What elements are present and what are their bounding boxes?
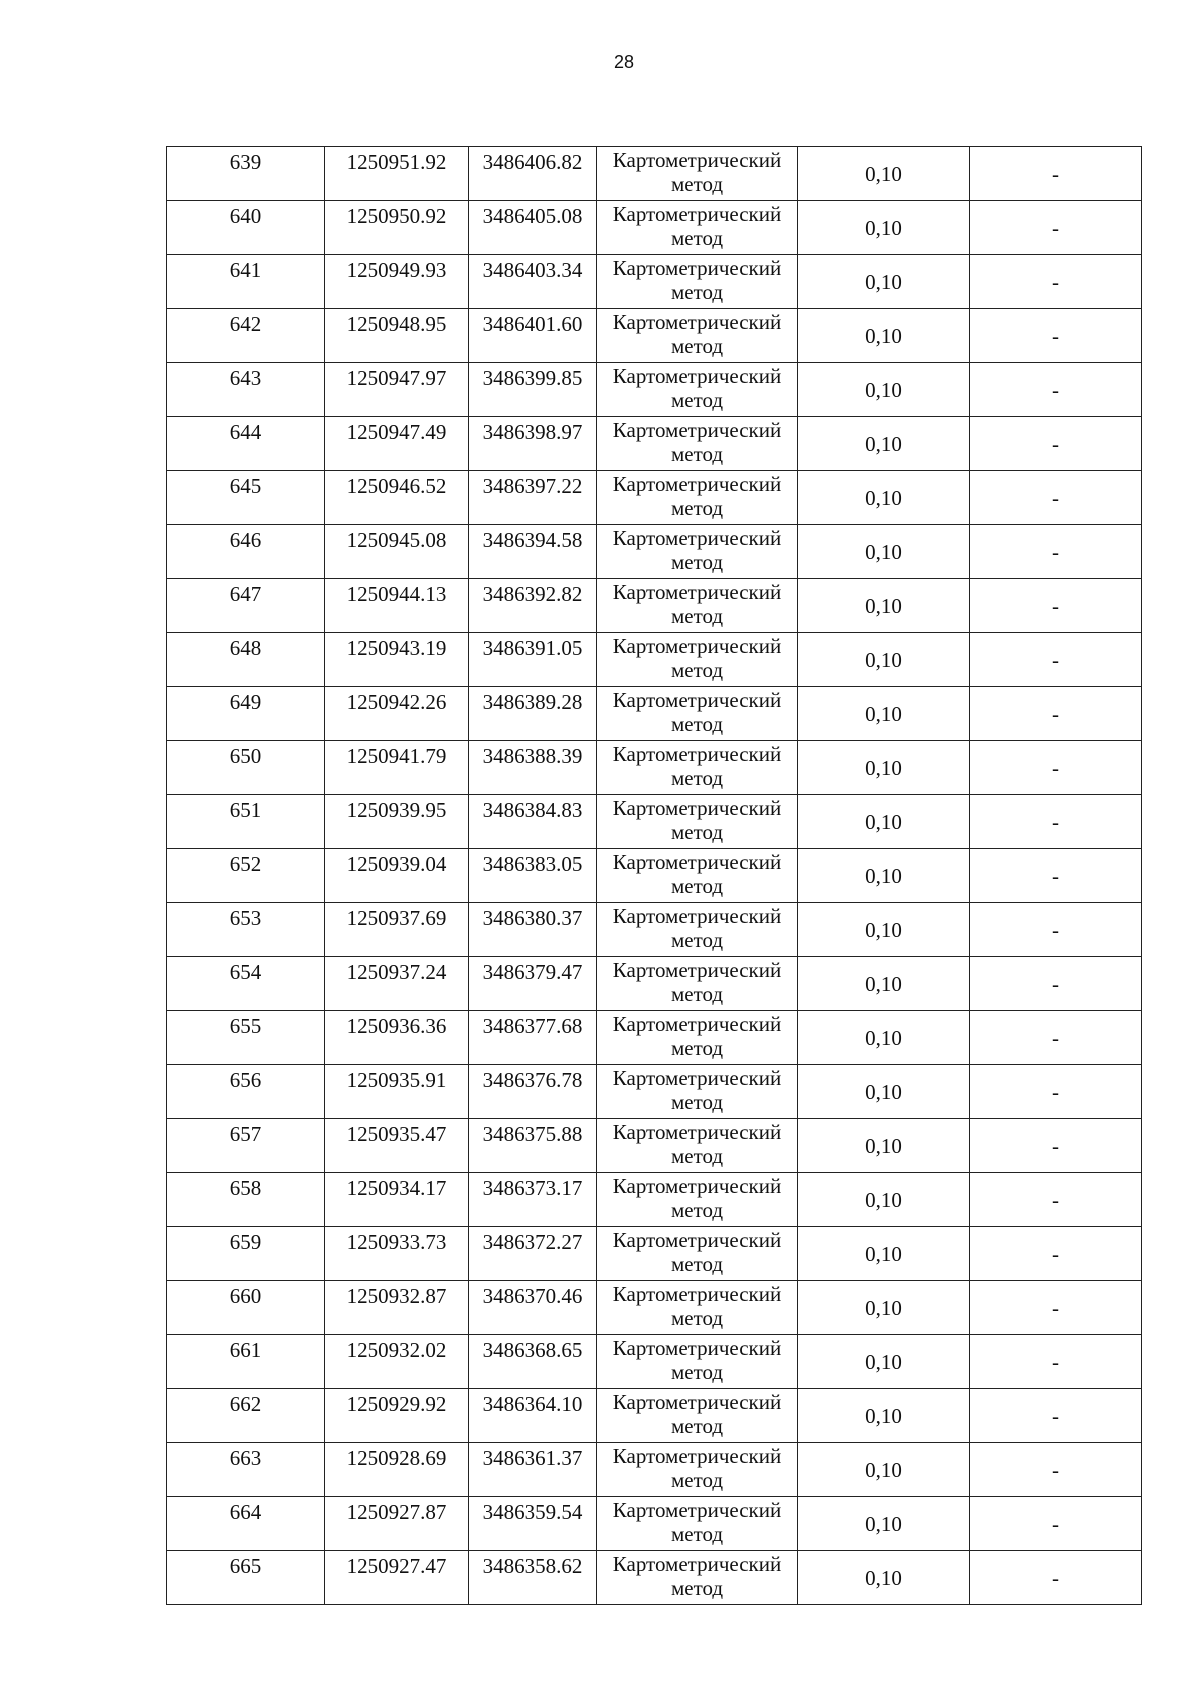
method-cell: Картометрический метод: [597, 363, 798, 417]
precision-cell: 0,10: [798, 687, 970, 741]
method-cell: Картометрический метод: [597, 957, 798, 1011]
precision-cell: 0,10: [798, 201, 970, 255]
x-coordinate-cell: 1250947.97: [325, 363, 469, 417]
note-cell: -: [970, 417, 1142, 471]
note-cell: -: [970, 1119, 1142, 1173]
x-coordinate-cell: 1250934.17: [325, 1173, 469, 1227]
y-coordinate-cell: 3486361.37: [469, 1443, 597, 1497]
y-coordinate-cell: 3486388.39: [469, 741, 597, 795]
method-cell: Картометрический метод: [597, 633, 798, 687]
method-cell: Картометрический метод: [597, 1119, 798, 1173]
method-cell: Картометрический метод: [597, 255, 798, 309]
point-number-cell: 652: [167, 849, 325, 903]
table-row: [167, 417, 1142, 471]
note-cell: -: [970, 147, 1142, 201]
x-coordinate-cell: 1250927.87: [325, 1497, 469, 1551]
method-cell: Картометрический метод: [597, 579, 798, 633]
table-row: [167, 1335, 1142, 1389]
table-row: [167, 525, 1142, 579]
table-row: [167, 201, 1142, 255]
y-coordinate-cell: 3486384.83: [469, 795, 597, 849]
method-cell: Картометрический метод: [597, 1497, 798, 1551]
precision-cell: 0,10: [798, 1389, 970, 1443]
point-number-cell: 641: [167, 255, 325, 309]
page-number: 28: [613, 52, 635, 72]
note-cell: -: [970, 525, 1142, 579]
precision-cell: 0,10: [798, 1443, 970, 1497]
y-coordinate-cell: 3486403.34: [469, 255, 597, 309]
precision-cell: 0,10: [798, 1281, 970, 1335]
method-cell: Картометрический метод: [597, 849, 798, 903]
method-cell: Картометрический метод: [597, 795, 798, 849]
note-cell: -: [970, 1065, 1142, 1119]
method-cell: Картометрический метод: [597, 1281, 798, 1335]
y-coordinate-cell: 3486375.88: [469, 1119, 597, 1173]
note-cell: -: [970, 363, 1142, 417]
note-cell: -: [970, 849, 1142, 903]
x-coordinate-cell: 1250948.95: [325, 309, 469, 363]
method-cell: Картометрический метод: [597, 417, 798, 471]
precision-cell: 0,10: [798, 633, 970, 687]
x-coordinate-cell: 1250933.73: [325, 1227, 469, 1281]
table-row: [167, 633, 1142, 687]
note-cell: -: [970, 1335, 1142, 1389]
note-cell: -: [970, 1227, 1142, 1281]
note-cell: -: [970, 1497, 1142, 1551]
precision-cell: 0,10: [798, 471, 970, 525]
x-coordinate-cell: 1250937.24: [325, 957, 469, 1011]
precision-cell: 0,10: [798, 309, 970, 363]
table-row: [167, 1119, 1142, 1173]
x-coordinate-cell: 1250936.36: [325, 1011, 469, 1065]
y-coordinate-cell: 3486406.82: [469, 147, 597, 201]
method-cell: Картометрический метод: [597, 687, 798, 741]
point-number-cell: 656: [167, 1065, 325, 1119]
precision-cell: 0,10: [798, 1011, 970, 1065]
method-cell: Картометрический метод: [597, 1335, 798, 1389]
point-number-cell: 655: [167, 1011, 325, 1065]
precision-cell: 0,10: [798, 363, 970, 417]
precision-cell: 0,10: [798, 795, 970, 849]
table-row: [167, 1281, 1142, 1335]
note-cell: -: [970, 579, 1142, 633]
y-coordinate-cell: 3486372.27: [469, 1227, 597, 1281]
table-row: [167, 1497, 1142, 1551]
note-cell: -: [970, 903, 1142, 957]
point-number-cell: 648: [167, 633, 325, 687]
point-number-cell: 660: [167, 1281, 325, 1335]
point-number-cell: 663: [167, 1443, 325, 1497]
precision-cell: 0,10: [798, 1173, 970, 1227]
x-coordinate-cell: 1250937.69: [325, 903, 469, 957]
note-cell: -: [970, 741, 1142, 795]
precision-cell: 0,10: [798, 147, 970, 201]
note-cell: -: [970, 957, 1142, 1011]
x-coordinate-cell: 1250932.02: [325, 1335, 469, 1389]
x-coordinate-cell: 1250928.69: [325, 1443, 469, 1497]
method-cell: Картометрический метод: [597, 1065, 798, 1119]
point-number-cell: 647: [167, 579, 325, 633]
precision-cell: 0,10: [798, 1227, 970, 1281]
point-number-cell: 658: [167, 1173, 325, 1227]
coordinates-table-body: [167, 147, 1142, 1605]
note-cell: -: [970, 687, 1142, 741]
y-coordinate-cell: 3486359.54: [469, 1497, 597, 1551]
method-cell: Картометрический метод: [597, 741, 798, 795]
x-coordinate-cell: 1250927.47: [325, 1551, 469, 1605]
x-coordinate-cell: 1250951.92: [325, 147, 469, 201]
table-row: [167, 903, 1142, 957]
y-coordinate-cell: 3486399.85: [469, 363, 597, 417]
y-coordinate-cell: 3486368.65: [469, 1335, 597, 1389]
table-row: [167, 1551, 1142, 1605]
table-row: [167, 687, 1142, 741]
point-number-cell: 646: [167, 525, 325, 579]
y-coordinate-cell: 3486394.58: [469, 525, 597, 579]
note-cell: -: [970, 795, 1142, 849]
table-row: [167, 579, 1142, 633]
table-row: [167, 795, 1142, 849]
precision-cell: 0,10: [798, 1335, 970, 1389]
note-cell: -: [970, 201, 1142, 255]
note-cell: -: [970, 1551, 1142, 1605]
table-row: [167, 147, 1142, 201]
x-coordinate-cell: 1250946.52: [325, 471, 469, 525]
table-row: [167, 309, 1142, 363]
y-coordinate-cell: 3486398.97: [469, 417, 597, 471]
y-coordinate-cell: 3486358.62: [469, 1551, 597, 1605]
y-coordinate-cell: 3486389.28: [469, 687, 597, 741]
note-cell: -: [970, 309, 1142, 363]
precision-cell: 0,10: [798, 903, 970, 957]
point-number-cell: 640: [167, 201, 325, 255]
point-number-cell: 661: [167, 1335, 325, 1389]
x-coordinate-cell: 1250943.19: [325, 633, 469, 687]
y-coordinate-cell: 3486377.68: [469, 1011, 597, 1065]
precision-cell: 0,10: [798, 957, 970, 1011]
x-coordinate-cell: 1250945.08: [325, 525, 469, 579]
precision-cell: 0,10: [798, 579, 970, 633]
y-coordinate-cell: 3486380.37: [469, 903, 597, 957]
method-cell: Картометрический метод: [597, 1173, 798, 1227]
x-coordinate-cell: 1250939.95: [325, 795, 469, 849]
precision-cell: 0,10: [798, 1551, 970, 1605]
note-cell: -: [970, 1281, 1142, 1335]
method-cell: Картометрический метод: [597, 1011, 798, 1065]
table-row: [167, 849, 1142, 903]
point-number-cell: 654: [167, 957, 325, 1011]
method-cell: Картометрический метод: [597, 525, 798, 579]
table-row: [167, 1011, 1142, 1065]
x-coordinate-cell: 1250939.04: [325, 849, 469, 903]
method-cell: Картометрический метод: [597, 309, 798, 363]
point-number-cell: 644: [167, 417, 325, 471]
precision-cell: 0,10: [798, 1497, 970, 1551]
x-coordinate-cell: 1250935.91: [325, 1065, 469, 1119]
y-coordinate-cell: 3486364.10: [469, 1389, 597, 1443]
x-coordinate-cell: 1250929.92: [325, 1389, 469, 1443]
y-coordinate-cell: 3486370.46: [469, 1281, 597, 1335]
method-cell: Картометрический метод: [597, 903, 798, 957]
table-row: [167, 741, 1142, 795]
table-row: [167, 1443, 1142, 1497]
y-coordinate-cell: 3486401.60: [469, 309, 597, 363]
precision-cell: 0,10: [798, 1119, 970, 1173]
table-row: [167, 363, 1142, 417]
precision-cell: 0,10: [798, 741, 970, 795]
note-cell: -: [970, 1173, 1142, 1227]
y-coordinate-cell: 3486391.05: [469, 633, 597, 687]
method-cell: Картометрический метод: [597, 201, 798, 255]
method-cell: Картометрический метод: [597, 1389, 798, 1443]
x-coordinate-cell: 1250947.49: [325, 417, 469, 471]
point-number-cell: 643: [167, 363, 325, 417]
method-cell: Картометрический метод: [597, 1227, 798, 1281]
point-number-cell: 642: [167, 309, 325, 363]
point-number-cell: 665: [167, 1551, 325, 1605]
method-cell: Картометрический метод: [597, 147, 798, 201]
x-coordinate-cell: 1250941.79: [325, 741, 469, 795]
table-row: [167, 255, 1142, 309]
precision-cell: 0,10: [798, 525, 970, 579]
table-row: [167, 1227, 1142, 1281]
y-coordinate-cell: 3486392.82: [469, 579, 597, 633]
point-number-cell: 649: [167, 687, 325, 741]
point-number-cell: 639: [167, 147, 325, 201]
precision-cell: 0,10: [798, 1065, 970, 1119]
note-cell: -: [970, 1389, 1142, 1443]
note-cell: -: [970, 1011, 1142, 1065]
y-coordinate-cell: 3486379.47: [469, 957, 597, 1011]
x-coordinate-cell: 1250944.13: [325, 579, 469, 633]
y-coordinate-cell: 3486376.78: [469, 1065, 597, 1119]
y-coordinate-cell: 3486397.22: [469, 471, 597, 525]
table-row: [167, 957, 1142, 1011]
x-coordinate-cell: 1250932.87: [325, 1281, 469, 1335]
table-row: [167, 1173, 1142, 1227]
table-row: [167, 471, 1142, 525]
table-row: [167, 1065, 1142, 1119]
method-cell: Картометрический метод: [597, 1551, 798, 1605]
precision-cell: 0,10: [798, 849, 970, 903]
x-coordinate-cell: 1250942.26: [325, 687, 469, 741]
note-cell: -: [970, 471, 1142, 525]
x-coordinate-cell: 1250949.93: [325, 255, 469, 309]
method-cell: Картометрический метод: [597, 471, 798, 525]
point-number-cell: 664: [167, 1497, 325, 1551]
x-coordinate-cell: 1250950.92: [325, 201, 469, 255]
precision-cell: 0,10: [798, 417, 970, 471]
table-row: [167, 1389, 1142, 1443]
y-coordinate-cell: 3486405.08: [469, 201, 597, 255]
point-number-cell: 650: [167, 741, 325, 795]
point-number-cell: 659: [167, 1227, 325, 1281]
precision-cell: 0,10: [798, 255, 970, 309]
point-number-cell: 645: [167, 471, 325, 525]
point-number-cell: 657: [167, 1119, 325, 1173]
point-number-cell: 651: [167, 795, 325, 849]
y-coordinate-cell: 3486383.05: [469, 849, 597, 903]
point-number-cell: 653: [167, 903, 325, 957]
note-cell: -: [970, 1443, 1142, 1497]
note-cell: -: [970, 255, 1142, 309]
point-number-cell: 662: [167, 1389, 325, 1443]
y-coordinate-cell: 3486373.17: [469, 1173, 597, 1227]
x-coordinate-cell: 1250935.47: [325, 1119, 469, 1173]
coordinates-table: [166, 146, 1142, 1605]
method-cell: Картометрический метод: [597, 1443, 798, 1497]
note-cell: -: [970, 633, 1142, 687]
